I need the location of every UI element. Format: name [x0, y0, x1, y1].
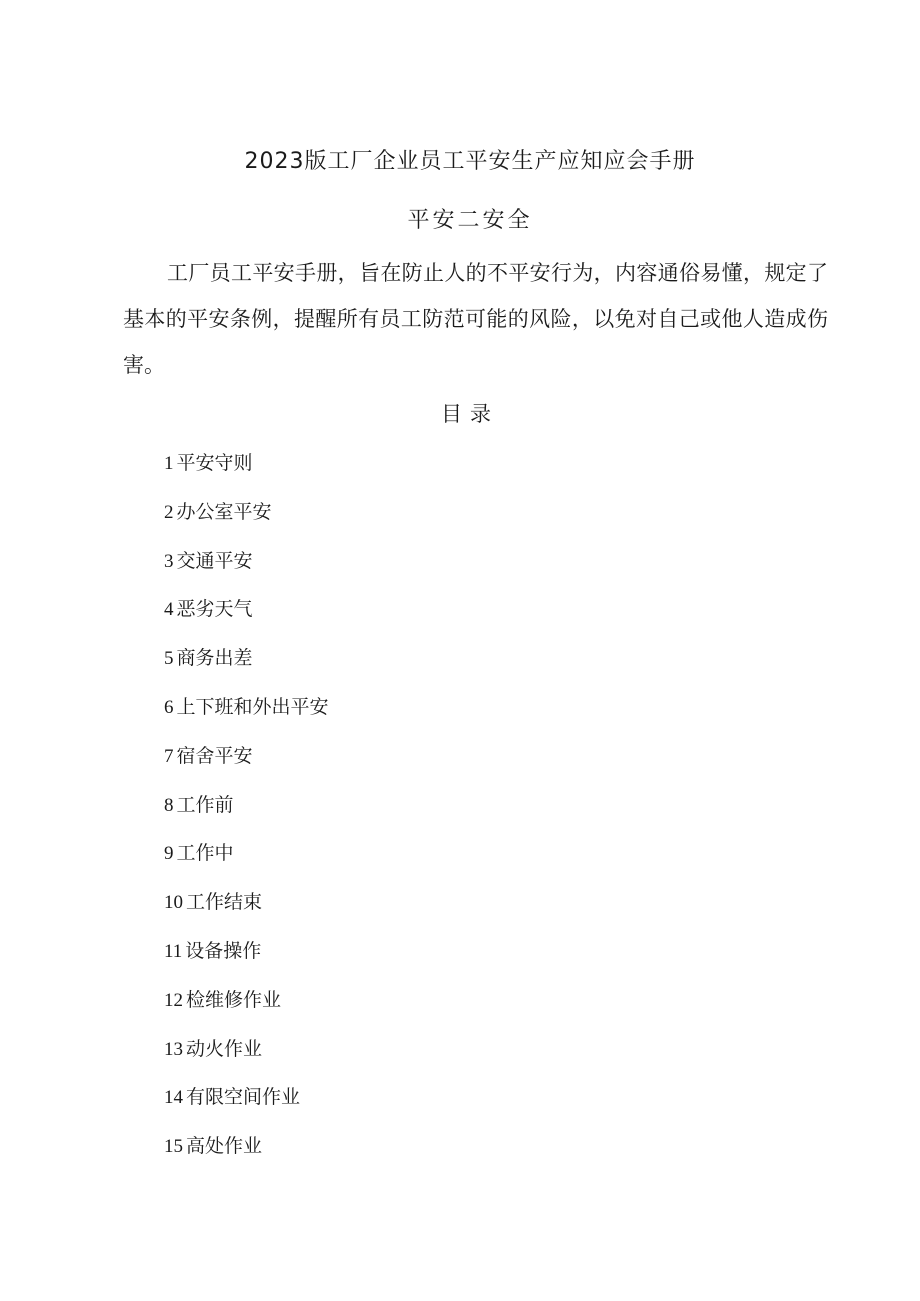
toc-item: [164, 982, 329, 1031]
toc-item: [164, 689, 329, 738]
toc-item: [164, 1128, 329, 1177]
toc-item: [164, 445, 329, 494]
toc-item-label: 工作中: [176, 842, 234, 865]
toc-item-label: 设备操作: [185, 939, 262, 962]
toc-item-number: 4: [164, 599, 174, 621]
toc-item-number: 13: [164, 1038, 183, 1060]
document-subtitle: 平安二安全: [407, 208, 533, 233]
toc-item-number: 1: [164, 453, 174, 474]
toc-item: [164, 1031, 329, 1080]
intro-paragraph: 工厂员工平安手册，旨在防止人的不平安行为，内容通俗易懂，规定了基本的平安条例，提醒所有员工防范可能的风险，以免对自己或他人造成伤害。: [123, 261, 828, 377]
toc-item-number: 7: [164, 745, 174, 767]
toc-item-number: 3: [164, 550, 174, 572]
toc-item-number: 5: [164, 648, 174, 670]
toc-item-label: 工作结束: [186, 891, 263, 914]
toc-item-label: 检维修作业: [186, 988, 282, 1011]
toc-item-number: 14: [164, 1087, 183, 1109]
toc-item-label: 动火作业: [186, 1037, 263, 1060]
toc-item-number: 10: [164, 892, 183, 914]
toc-item-label: 有限空间作业: [186, 1086, 301, 1109]
toc-item-label: 高处作业: [186, 1135, 263, 1158]
toc-item-number: 9: [164, 843, 174, 865]
toc-item: [164, 738, 329, 787]
toc-item: [164, 543, 329, 592]
toc-item-label: 上下班和外出平安: [176, 695, 329, 718]
toc-item-label: 交通平安: [176, 549, 253, 572]
toc-item-label: 宿舍平安: [176, 744, 253, 767]
toc-item: [164, 933, 329, 982]
toc-item-label: 办公室平安: [176, 500, 272, 523]
toc-item-label: 恶劣天气: [176, 598, 253, 621]
toc-item-label: 工作前: [176, 793, 234, 816]
table-of-contents: [164, 445, 329, 1177]
toc-item-number: 12: [164, 989, 183, 1011]
toc-item: [164, 835, 329, 884]
toc-item: [164, 1079, 329, 1128]
toc-item-number: 2: [164, 501, 174, 523]
toc-item-number: 6: [164, 696, 174, 718]
toc-item-label: 平安守则: [176, 452, 253, 474]
toc-item: [164, 884, 329, 933]
toc-item-label: 商务出差: [176, 647, 253, 670]
toc-heading: 目录: [441, 402, 499, 426]
toc-item: [164, 787, 329, 836]
toc-item: [164, 494, 329, 543]
toc-item-number: 11: [164, 940, 183, 962]
toc-item-number: 8: [164, 794, 174, 816]
toc-item: [164, 640, 329, 689]
document-title: 2023版工厂企业员工平安生产应知应会手册: [244, 149, 696, 174]
toc-item: [164, 591, 329, 640]
toc-item-number: 15: [164, 1136, 183, 1158]
